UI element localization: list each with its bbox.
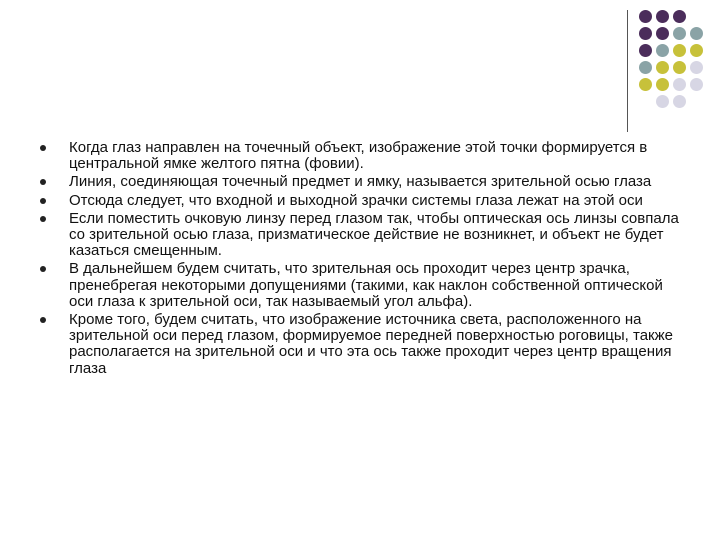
bullet-dot-icon	[40, 145, 46, 151]
bullet-text: Когда глаз направлен на точечный объект, изображение этой точки формируется в центральной ямке желтого пятна (фовии).	[69, 139, 648, 173]
bullet-item	[40, 140, 680, 172]
decorative-dot	[656, 44, 669, 57]
decorative-dot	[673, 95, 686, 108]
bullet-item	[40, 211, 680, 260]
decorative-dot	[639, 27, 652, 40]
decorative-divider-line	[627, 10, 628, 132]
decorative-dot	[690, 61, 703, 74]
bullet-text: В дальнейшем будем считать, что зрительная ось проходит через центр зрачка, пренебрегая некоторыми допущениями (такими, как наклон собственной оптической оси глаза к зрительной оси, так называемый угол альфа).	[69, 260, 663, 310]
bullet-dot-icon	[40, 317, 46, 323]
bullet-text: Если поместить очковую линзу перед глазом так, чтобы оптическая ось линзы совпала со зрительной осью глаза, призматическое действие не возникнет, и объект не будет казаться смещенным.	[69, 209, 679, 260]
decorative-dot	[673, 10, 686, 23]
decorative-dot	[656, 95, 669, 108]
bullet-item	[40, 193, 680, 209]
decorative-dot	[656, 10, 669, 23]
decorative-dot	[690, 78, 703, 91]
decorative-dot	[673, 44, 686, 57]
decorative-dot	[673, 78, 686, 91]
decorative-dot	[673, 27, 686, 40]
decorative-dot	[639, 44, 652, 57]
decorative-dot-grid	[639, 10, 720, 120]
decorative-dot	[656, 78, 669, 91]
bullet-dot-icon	[40, 179, 46, 185]
bullet-dot-icon	[40, 198, 46, 204]
decorative-dot	[690, 44, 703, 57]
bullet-item	[40, 312, 680, 377]
decorative-dot	[656, 27, 669, 40]
decorative-dot	[656, 61, 669, 74]
decorative-dot	[690, 27, 703, 40]
bullet-text: Отсюда следует, что входной и выходной зрачки системы глаза лежат на этой оси	[69, 191, 643, 209]
decorative-dot	[639, 78, 652, 91]
decorative-dot	[673, 61, 686, 74]
bullet-text: Линия, соединяющая точечный предмет и ямку, называется зрительной осью глаза	[69, 173, 652, 191]
bullet-item	[40, 261, 680, 310]
bullet-dot-icon	[40, 216, 46, 222]
bullet-dot-icon	[40, 266, 46, 272]
bullet-text: Кроме того, будем считать, что изображение источника света, расположенного на зрительной оси перед глазом, формируемое передней поверхностью роговицы, также располагается на зрительной оси и что эта ось также проходит через центр вращения глаза	[69, 311, 673, 377]
bullet-item	[40, 174, 680, 190]
decorative-dot	[639, 10, 652, 23]
bullet-list	[40, 140, 680, 379]
decorative-dot	[639, 61, 652, 74]
